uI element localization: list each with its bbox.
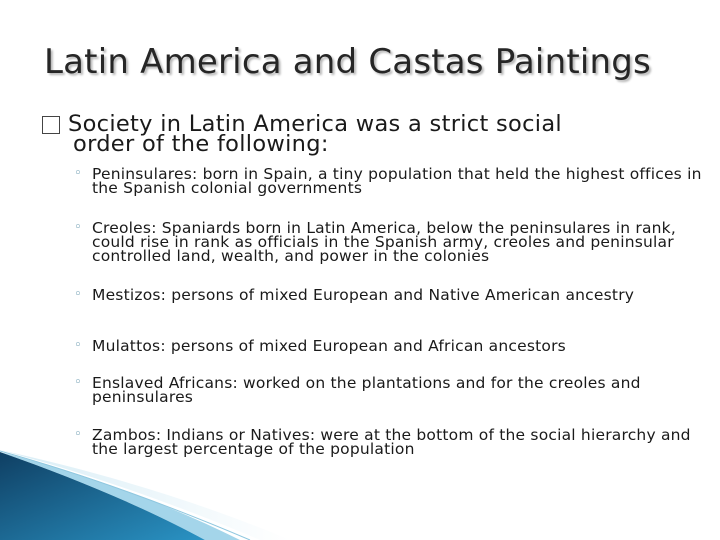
main-bullet-line-2: order of the following: [73, 131, 329, 157]
corner-wave-decoration [0, 450, 720, 540]
slide-title: Latin America and Castas Paintings [44, 42, 651, 82]
checkbox-bullet-icon [40, 114, 66, 134]
sub-bullet-text: Mulattos: persons of mixed European and African ancestors [92, 337, 566, 355]
sub-bullet-text: Enslaved Africans: worked on the plantations and for the creoles and peninsulares [92, 374, 641, 406]
bullet-circle-icon: ◦ [74, 220, 82, 235]
bullet-circle-icon: ◦ [74, 375, 82, 390]
sub-bullet-peninsulares [74, 167, 714, 195]
bullet-circle-icon: ◦ [74, 287, 82, 302]
sub-bullet-text: Zambos: Indians or Natives: were at the bottom of the social hierarchy and the largest percentage of the population [92, 426, 691, 458]
bullet-circle-icon: ◦ [74, 338, 82, 353]
bullet-circle-icon: ◦ [74, 427, 82, 442]
sub-bullet-text: Creoles: Spaniards born in Latin America, below the peninsulares in rank, could rise in rank as officials in the Spanish army, creoles and peninsular controlled land, wealth, and power in the colonies [92, 219, 676, 265]
bullet-circle-icon: ◦ [74, 166, 82, 181]
sub-bullet-text: Peninsulares: born in Spain, a tiny population that held the highest offices in the Spanish colonial governments [92, 165, 702, 197]
sub-bullet-zambos [74, 428, 714, 456]
main-bullet [40, 111, 690, 157]
sub-bullet-mulattos [74, 339, 714, 353]
sub-bullet-mestizos [74, 288, 714, 302]
sub-bullet-text: Mestizos: persons of mixed European and Native American ancestry [92, 286, 635, 304]
sub-bullet-creoles [74, 221, 714, 263]
sub-bullet-enslaved-africans [74, 376, 714, 404]
main-bullet-line-1: Society in Latin America was a strict social [68, 111, 562, 137]
